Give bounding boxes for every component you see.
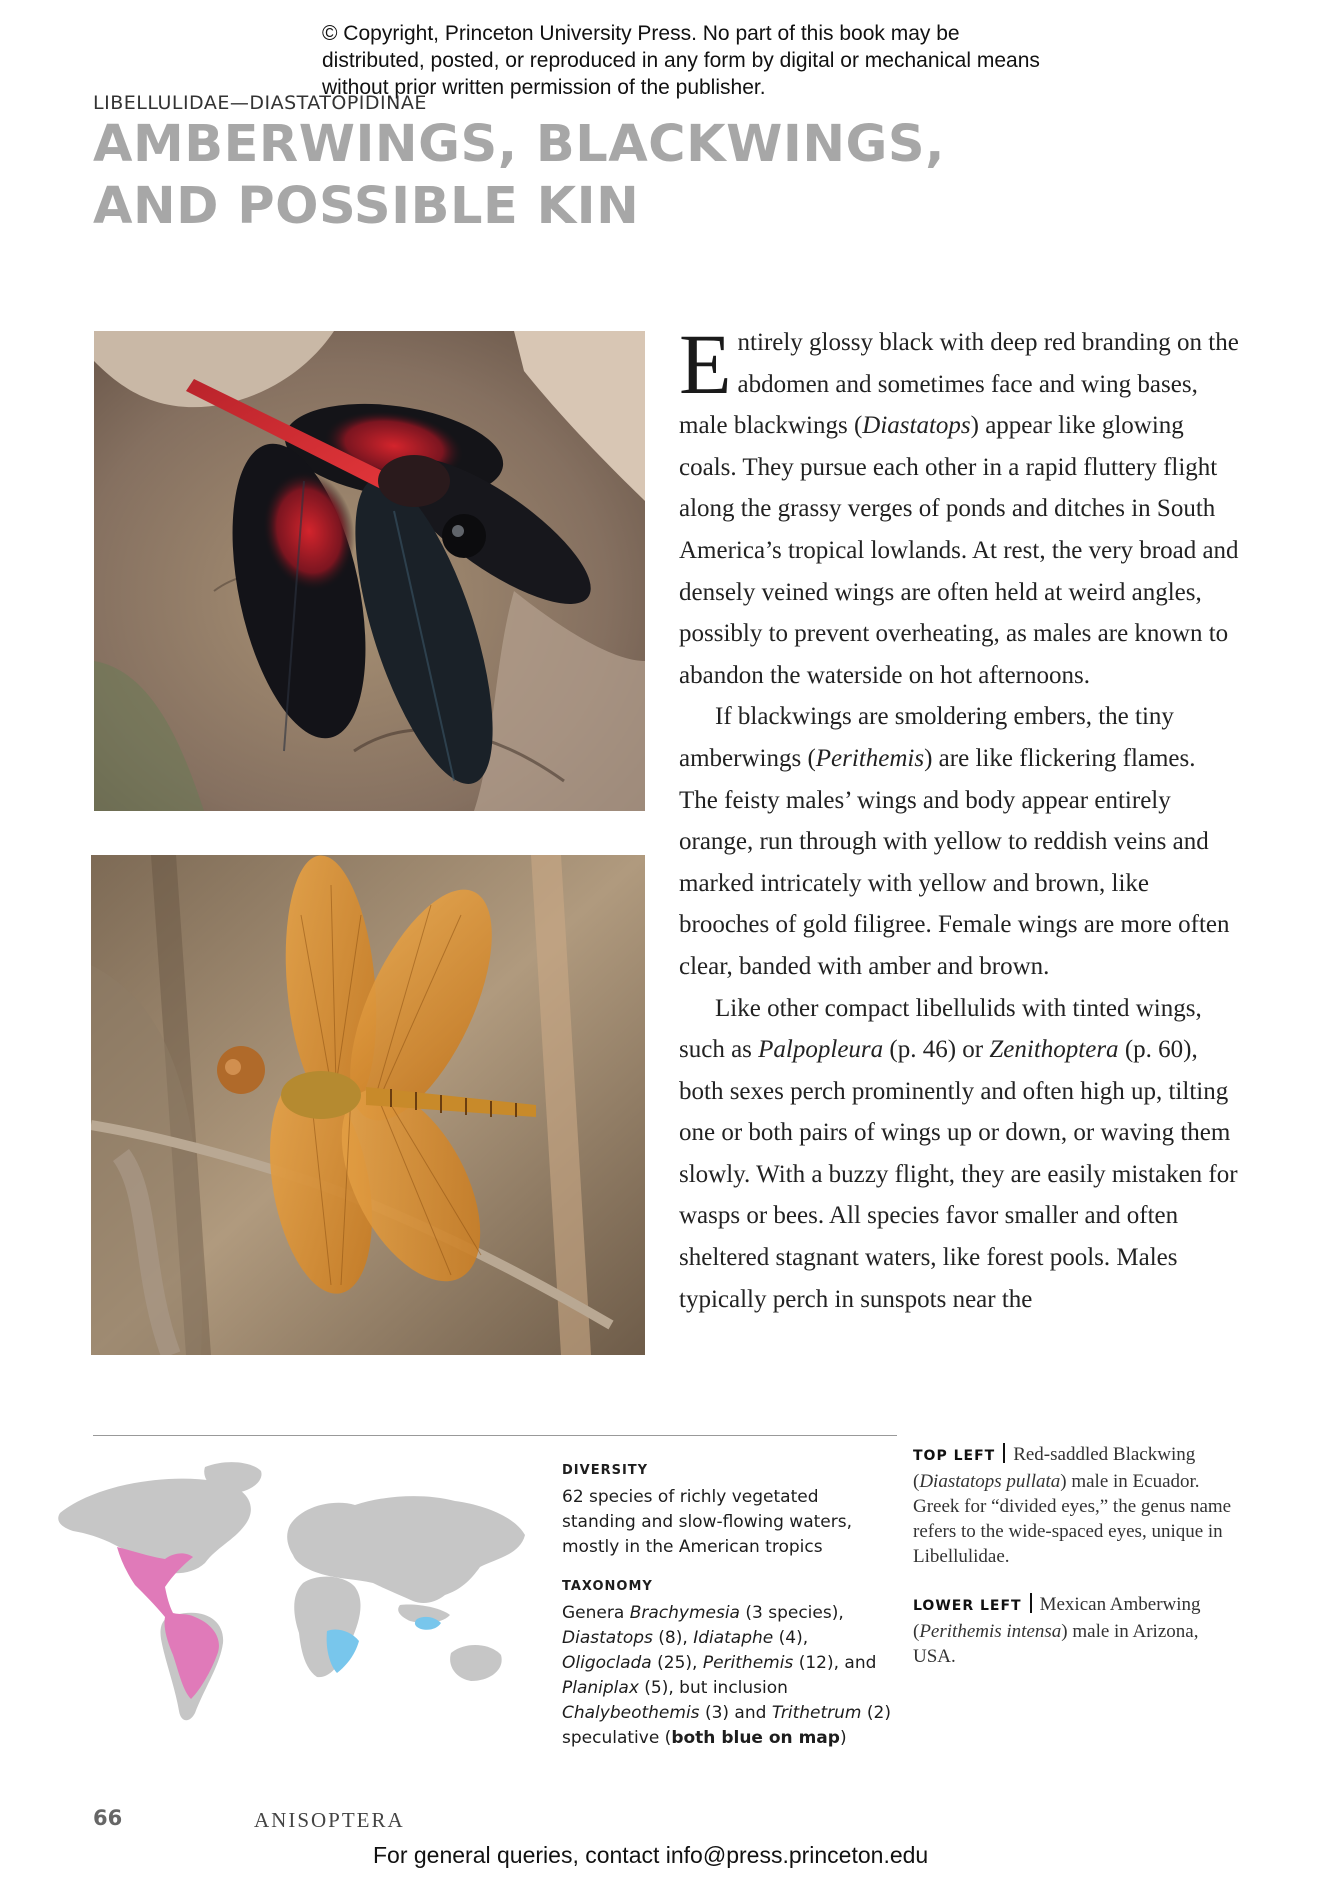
tax-genus: Brachymesia xyxy=(629,1603,740,1623)
caption-lower-text-b: ) male in Arizona, USA. xyxy=(913,1621,1199,1667)
tax-text: (3) and xyxy=(699,1703,772,1723)
p2-genus: Perithemis xyxy=(815,744,925,772)
title-line-2: AND POSSIBLE KIN xyxy=(93,177,640,236)
p2-text-b: ) are like flickering flames. The feisty males’ wings and body appear entirely orange, run through with yellow to reddish veins and marked intricately with yellow and brown, like brooches of gold filigree. Female wings are more often clear, banded with amber and brown. xyxy=(679,744,1230,980)
blackwing-photo xyxy=(94,331,645,811)
map-range-americas xyxy=(117,1547,219,1699)
caption-lower-species: Perithemis intensa xyxy=(919,1621,1062,1642)
family-label: LIBELLULIDAE—DIASTATOPIDINAE xyxy=(93,92,427,114)
tax-genus: Perithemis xyxy=(702,1653,794,1673)
caption-lower-left xyxy=(913,1592,1233,1669)
tax-text: (5), but inclusion xyxy=(638,1678,788,1698)
caption-top-text: Red-saddled Blackwing ( xyxy=(913,1444,1196,1492)
tax-text: (8), xyxy=(652,1628,694,1648)
drop-cap: E xyxy=(679,316,732,412)
taxonomy-text xyxy=(562,1601,892,1751)
caption-top-head: TOP LEFT xyxy=(913,1448,996,1464)
tax-genus: Idiataphe xyxy=(693,1628,774,1648)
tax-bold-note: both blue on map xyxy=(671,1728,840,1748)
p1-text-a: ntirely glossy black with deep red branding on the abdomen and sometimes face and wing bases, male blackwings ( xyxy=(679,329,1239,440)
title-line-1: AMBERWINGS, BLACKWINGS, xyxy=(93,115,946,174)
paragraph-1 xyxy=(679,316,1239,696)
taxonomy-heading: TAXONOMY xyxy=(562,1579,653,1594)
tax-genus: Trithetrum xyxy=(771,1703,862,1723)
running-section: ANISOPTERA xyxy=(254,1808,405,1832)
page-number: 66 xyxy=(93,1806,123,1830)
tax-text: (25), xyxy=(651,1653,703,1673)
caption-divider xyxy=(1003,1443,1005,1463)
p1-text-b: ) appear like glowing coals. They pursue each other in a rapid fluttery flight along the grassy verges of ponds and ditches in South America’s tropical lowlands. At rest, the very broad and densely veined wings are often held at weird angles, possibly to prevent overheating, as males are known to abandon the waterside on hot afternoons. xyxy=(679,412,1239,689)
tax-genus: Oligoclada xyxy=(562,1653,652,1673)
amberwing-photo xyxy=(91,855,645,1355)
p3-text-a: Like other compact libellulids with tinted wings, such as xyxy=(679,994,1202,1064)
tax-genus: Planiplax xyxy=(562,1678,639,1698)
p3-genus-1: Palpopleura xyxy=(758,1036,884,1064)
page-title xyxy=(93,114,945,238)
p3-text-b: (p. 46) or xyxy=(883,1036,990,1064)
distribution-map xyxy=(55,1455,540,1730)
caption-lower-text: Mexican Amberwing ( xyxy=(913,1594,1201,1642)
tax-text: Genera xyxy=(562,1603,630,1623)
p3-genus-2: Zenithoptera xyxy=(989,1036,1119,1064)
tax-text: (3 species), xyxy=(739,1603,844,1623)
caption-divider xyxy=(1030,1593,1032,1613)
tax-text: (2) speculative ( xyxy=(562,1703,891,1748)
p3-text-c: (p. 60), both sexes perch prominently and often high up, tilting one or both pairs of wings up or down, or waving them slowly. With a buzzy flight, they are easily mistaken for wasps or bees. All species favor smaller and often sheltered stagnant waters, like forest pools. Males typically perch in sunspots near the xyxy=(679,1036,1238,1313)
tax-genus: Diastatops xyxy=(562,1628,653,1648)
copyright-notice: © Copyright, Princeton University Press. No part of this book may be distributed, posted, or reproduced in any form by digital or mechanical means without prior written permission of the publisher. xyxy=(322,22,1040,99)
tax-text: (4), xyxy=(773,1628,809,1648)
tax-text: ) xyxy=(839,1728,847,1748)
p1-genus: Diastatops xyxy=(862,412,971,440)
map-land xyxy=(58,1462,525,1720)
tax-genus: Chalybeothemis xyxy=(562,1703,700,1723)
paragraph-3 xyxy=(679,988,1239,1321)
sidebar-facts xyxy=(562,1458,892,1765)
caption-lower-head: LOWER LEFT xyxy=(913,1598,1022,1614)
footer-contact: For general queries, contact info@press.princeton.edu xyxy=(373,1842,929,1868)
caption-top-left xyxy=(913,1442,1233,1569)
divider-rule xyxy=(93,1435,897,1436)
diversity-heading: DIVERSITY xyxy=(562,1463,649,1478)
paragraph-2 xyxy=(679,696,1239,987)
diversity-text: 62 species of richly vegetated standing and slow-flowing waters, mostly in the American tropics xyxy=(562,1487,853,1557)
p2-text-a: If blackwings are smoldering embers, the tiny amberwings ( xyxy=(679,703,1174,772)
body-text xyxy=(679,316,1239,1320)
caption-top-text-b: ) male in Ecuador. Greek for “divided eyes,” the genus name refers to the wide-spaced eyes, unique in Libellulidae. xyxy=(913,1471,1232,1567)
caption-top-species: Diastatops pullata xyxy=(919,1471,1061,1492)
tax-text: (12), and xyxy=(793,1653,877,1673)
